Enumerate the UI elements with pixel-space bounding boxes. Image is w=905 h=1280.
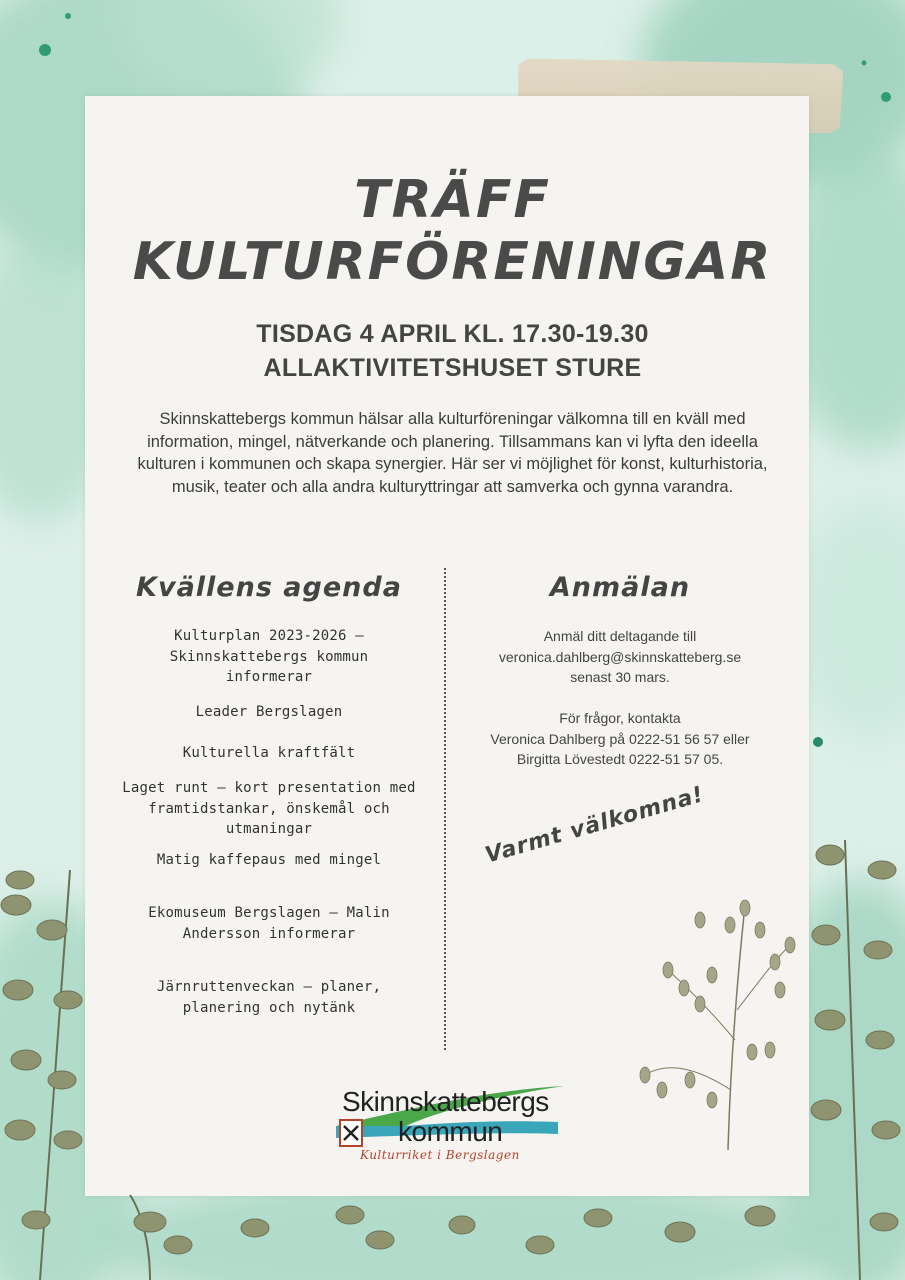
registration-info xyxy=(460,626,780,688)
agenda-line: Leader Bergslagen xyxy=(195,704,343,720)
agenda-line: Laget runt – kort presentation med xyxy=(122,780,416,796)
agenda-line: utmaningar xyxy=(225,821,313,837)
agenda-line: Kulturella kraftfält xyxy=(182,745,356,761)
welcome-text: Varmt välkomna! xyxy=(482,782,707,869)
event-location: ALLAKTIVITETSHUSET STURE xyxy=(263,354,642,382)
agenda-heading: Kvällens agenda xyxy=(136,572,402,603)
agenda-line: Matig kaffepaus med mingel xyxy=(156,852,382,868)
intro-line: kulturen i kommunen och skapa synergier. Här ser vi möjlighet för konst, kulturhistoria, xyxy=(137,455,768,473)
column-divider xyxy=(444,568,446,1050)
intro-line: Skinnskattebergs kommun hälsar alla kulturföreningar välkomna till en kväll med xyxy=(159,410,746,428)
agenda-item xyxy=(110,778,428,840)
intro-line: musik, teater och alla andra kulturyttringar att samverka och gynna varandra. xyxy=(171,477,734,496)
title-line-1: TRÄFF xyxy=(354,170,551,230)
agenda-line: Andersson informerar xyxy=(182,925,356,942)
logo-name-kommun: kommun xyxy=(398,1116,503,1147)
contact-line: Veronica Dahlberg på 0222-51 56 57 eller xyxy=(490,730,750,747)
intro-paragraph xyxy=(130,408,775,498)
registration-heading: Anmälan xyxy=(549,572,691,603)
event-date: TISDAG 4 APRIL KL. 17.30-19.30 xyxy=(256,320,649,348)
agenda-item xyxy=(110,702,428,723)
contact-info xyxy=(460,708,780,770)
agenda-line: Skinnskattebergs kommun xyxy=(169,648,369,665)
agenda-line: informerar xyxy=(225,669,313,685)
agenda-item xyxy=(110,977,428,1018)
logo-name: Skinnskattebergs xyxy=(342,1086,549,1117)
agenda-line: Ekomuseum Bergslagen – Malin xyxy=(148,905,390,921)
agenda-line: framtidstankar, önskemål och xyxy=(148,800,390,817)
registration-deadline: senast 30 mars. xyxy=(570,669,670,685)
agenda-item xyxy=(110,850,428,871)
title-line-2: KULTURFÖRENINGAR xyxy=(132,232,773,292)
agenda-line: Kulturplan 2023-2026 – xyxy=(174,628,364,644)
municipality-logo xyxy=(336,1082,576,1168)
logo-tagline: Kulturriket i Bergslagen xyxy=(360,1148,520,1162)
contact-line: För frågor, kontakta xyxy=(559,710,681,726)
agenda-item xyxy=(110,903,428,944)
contact-line: Birgitta Lövestedt 0222-51 57 05. xyxy=(516,751,724,767)
agenda-item xyxy=(110,743,428,764)
agenda-line: planering och nytänk xyxy=(182,999,356,1016)
intro-line: information, mingel, nätverkande och planering. Tillsammans kan vi lyfta den ideella xyxy=(147,432,758,451)
agenda-item xyxy=(110,626,428,688)
agenda-line: Järnruttenveckan – planer, xyxy=(156,979,382,995)
registration-line: Anmäl ditt deltagande till xyxy=(543,628,697,644)
registration-email[interactable]: veronica.dahlberg@skinnskatteberg.se xyxy=(498,648,742,665)
